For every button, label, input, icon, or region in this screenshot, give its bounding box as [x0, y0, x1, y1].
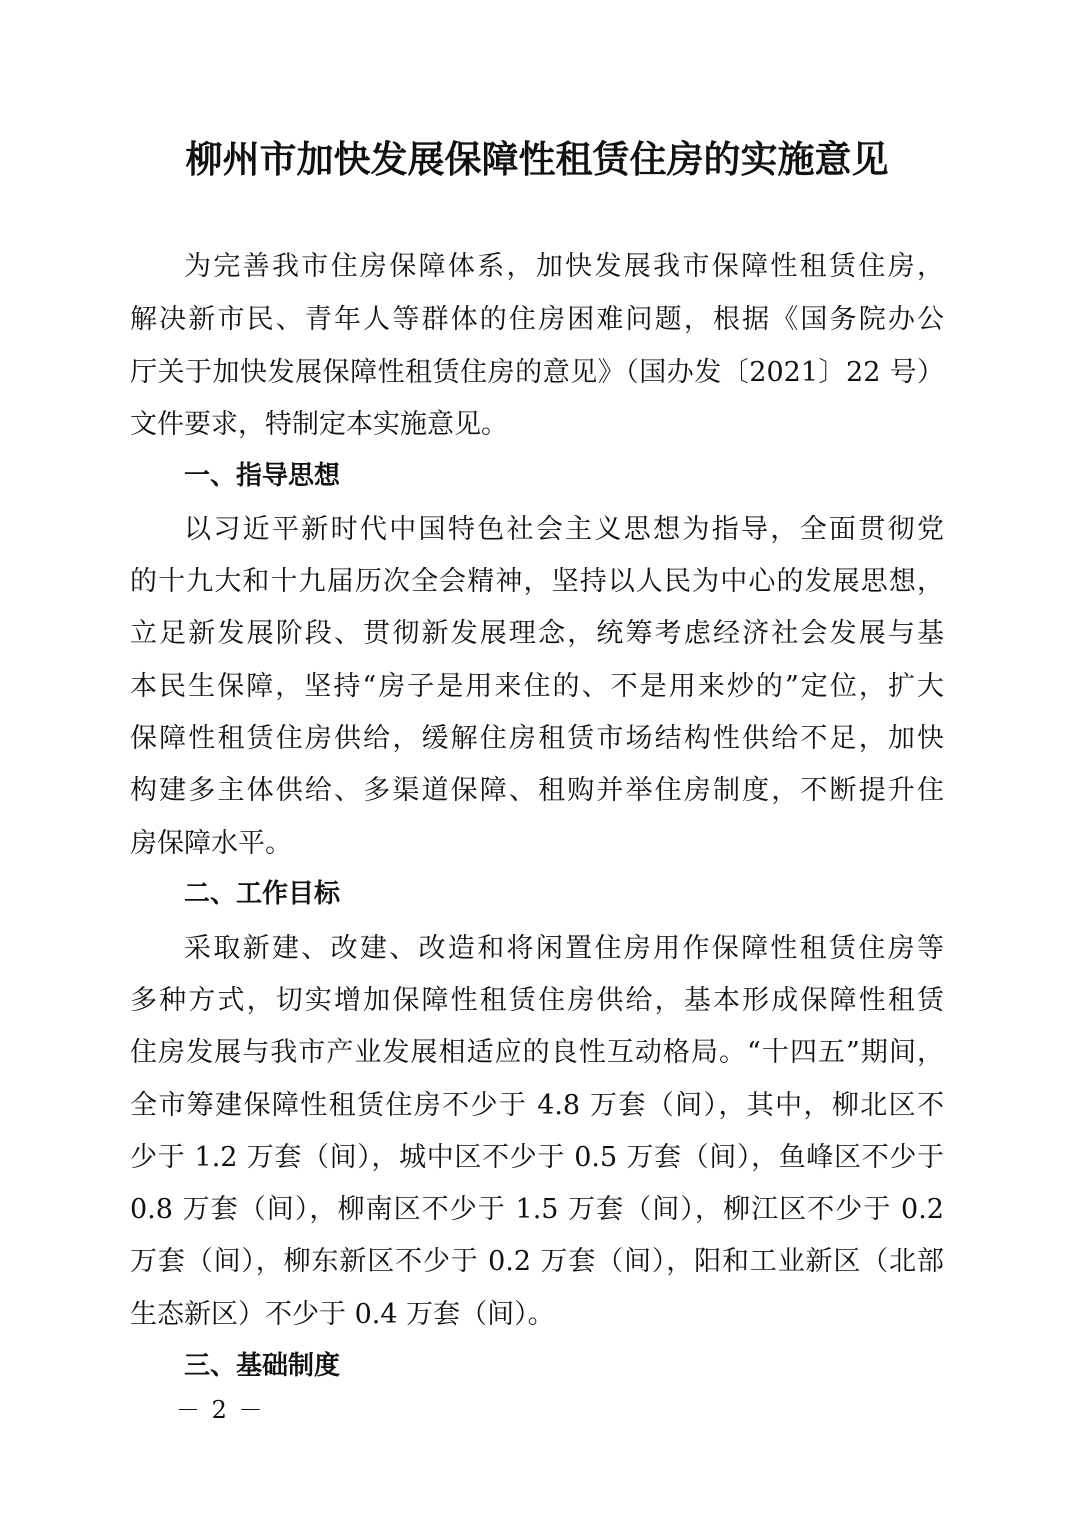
intro-line-4: 文件要求，特制定本实施意见。 — [130, 409, 508, 440]
section-heading-2: 二、工作目标 — [184, 879, 341, 909]
section-2-line-2: 多种方式，切实增加保障性租赁住房供给，基本形成保障性租赁 — [130, 985, 944, 1016]
section-2-line-4: 全市筹建保障性租赁住房不少于 4.8 万套（间），其中，柳北区不 — [130, 1090, 944, 1121]
section-1-line-3: 立足新发展阶段、贯彻新发展理念，统筹考虑经济社会发展与基 — [130, 618, 944, 649]
section-1-line-1: 以习近平新时代中国特色社会主义思想为指导，全面贯彻党 — [184, 514, 944, 545]
intro-line-3: 厅关于加快发展保障性租赁住房的意见》（国办发〔2021〕22 号） — [130, 357, 944, 388]
section-2-line-6: 0.8 万套（间），柳南区不少于 1.5 万套（间），柳江区不少于 0.2 — [130, 1194, 944, 1225]
section-1-line-7: 房保障水平。 — [130, 828, 292, 859]
section-2-line-1: 采取新建、改建、改造和将闲置住房用作保障性租赁住房等 — [184, 933, 944, 964]
intro-line-2: 解决新市民、青年人等群体的住房困难问题，根据《国务院办公 — [130, 304, 944, 335]
section-heading-3: 三、基础制度 — [184, 1351, 341, 1381]
section-heading-1: 一、指导思想 — [184, 461, 341, 491]
section-2-line-3: 住房发展与我市产业发展相适应的良性互动格局。“十四五”期间， — [130, 1037, 944, 1068]
section-2-line-7: 万套（间），柳东新区不少于 0.2 万套（间），阳和工业新区（北部 — [130, 1246, 944, 1277]
intro-line-1: 为完善我市住房保障体系，加快发展我市保障性租赁住房， — [184, 251, 944, 282]
section-1-line-4: 本民生保障，坚持“房子是用来住的、不是用来炒的”定位，扩大 — [130, 671, 944, 702]
section-2-line-8: 生态新区）不少于 0.4 万套（间）。 — [130, 1299, 555, 1330]
section-2-line-5: 少于 1.2 万套（间），城中区不少于 0.5 万套（间），鱼峰区不少于 — [130, 1142, 944, 1173]
page-number: － 2 － — [176, 1396, 265, 1424]
section-1-line-5: 保障性租赁住房供给，缓解住房租赁市场结构性供给不足，加快 — [130, 723, 944, 754]
section-1-line-2: 的十九大和十九届历次全会精神，坚持以人民为中心的发展思想， — [130, 566, 944, 597]
document-title: 柳州市加快发展保障性租赁住房的实施意见 — [185, 137, 889, 181]
section-1-line-6: 构建多主体供给、多渠道保障、租购并举住房制度，不断提升住 — [130, 775, 944, 806]
